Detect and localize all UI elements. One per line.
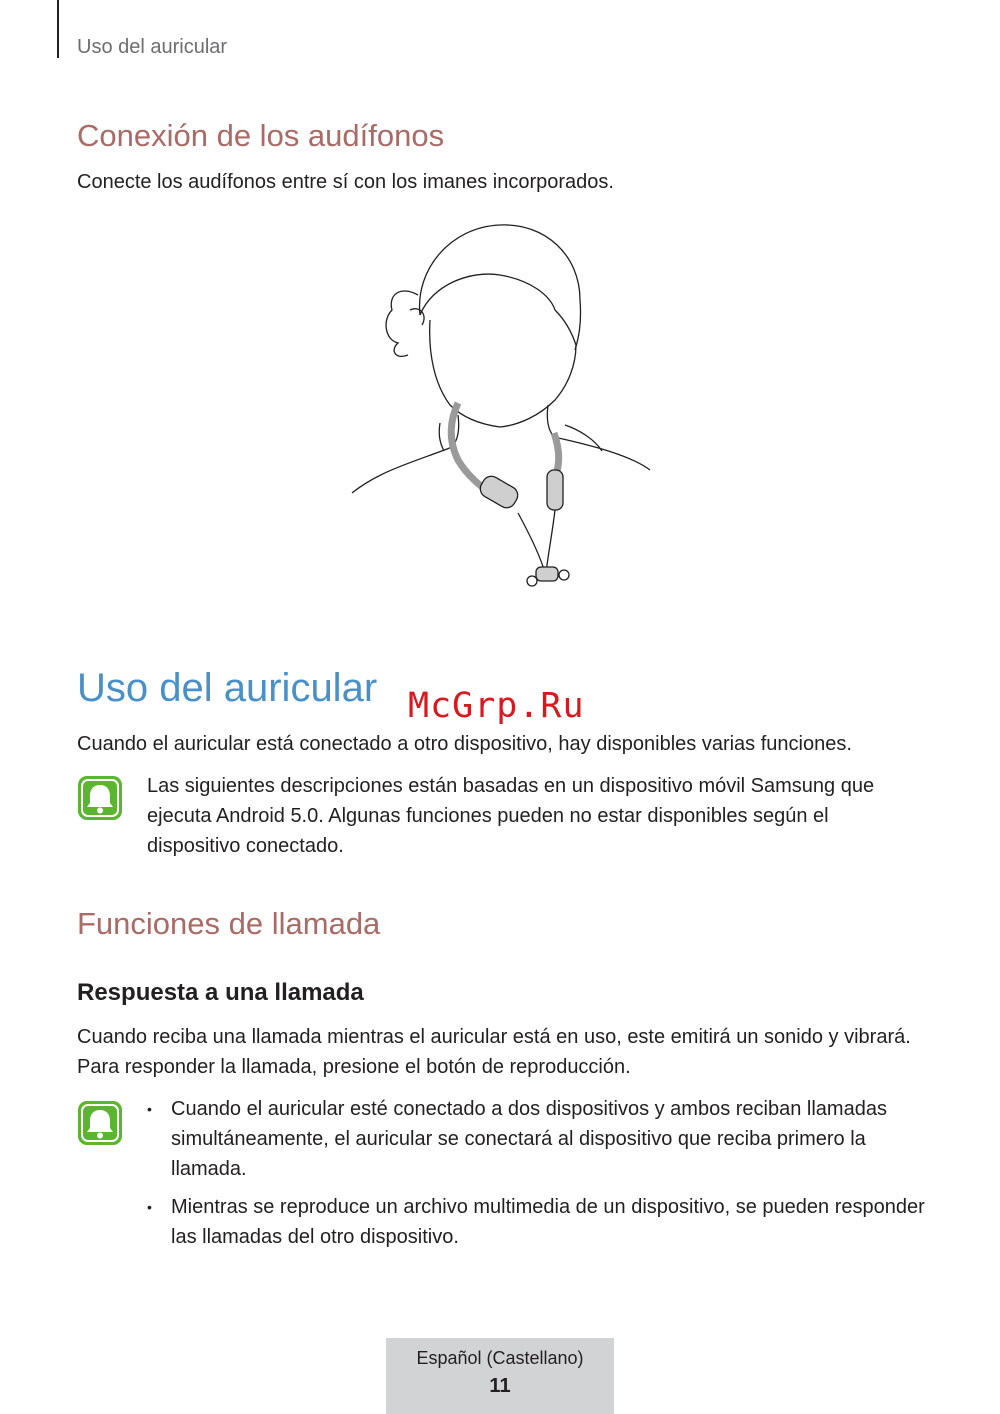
neckband-illustration bbox=[340, 215, 660, 595]
calls-note-list bbox=[147, 1094, 927, 1260]
bell-icon bbox=[76, 1099, 124, 1147]
footer-language: Español (Castellano) bbox=[416, 1348, 584, 1368]
page-number: 11 bbox=[489, 1375, 511, 1397]
header-rule bbox=[57, 0, 59, 58]
connection-body: Conecte los audífonos entre sí con los imanes incorporados. bbox=[77, 171, 614, 193]
footer-box bbox=[386, 1338, 614, 1414]
calls-body: Cuando reciba una llamada mientras el auricular está en uso, este emitirá un sonido y vibrará. Para responder la llamada, presione el botón de reproducción. bbox=[77, 1026, 911, 1078]
section-title-calls: Funciones de llamada bbox=[77, 906, 381, 941]
list-item: • Mientras se reproduce un archivo multimedia de un dispositivo, se pueden responder las llamadas del otro dispositivo. bbox=[147, 1192, 927, 1252]
chapter-title: Uso del auricular bbox=[77, 666, 378, 710]
watermark: McGrp.Ru bbox=[408, 686, 585, 726]
running-header: Uso del auricular bbox=[77, 36, 228, 58]
subsection-title-answer: Respuesta a una llamada bbox=[77, 979, 364, 1006]
section-title-connection: Conexión de los audífonos bbox=[77, 118, 445, 153]
bell-icon bbox=[76, 774, 124, 822]
list-item: • Cuando el auricular esté conectado a dos dispositivos y ambos reciban llamadas simultáneamente, el auricular se conectará al dispositivo que reciba primero la llamada. bbox=[147, 1094, 927, 1184]
usage-intro: Cuando el auricular está conectado a otro dispositivo, hay disponibles varias funciones. bbox=[77, 733, 852, 755]
usage-note: Las siguientes descripciones están basadas en un dispositivo móvil Samsung que ejecuta Android 5.0. Algunas funciones pueden no estar disponibles según el dispositivo conectado. bbox=[147, 775, 875, 857]
